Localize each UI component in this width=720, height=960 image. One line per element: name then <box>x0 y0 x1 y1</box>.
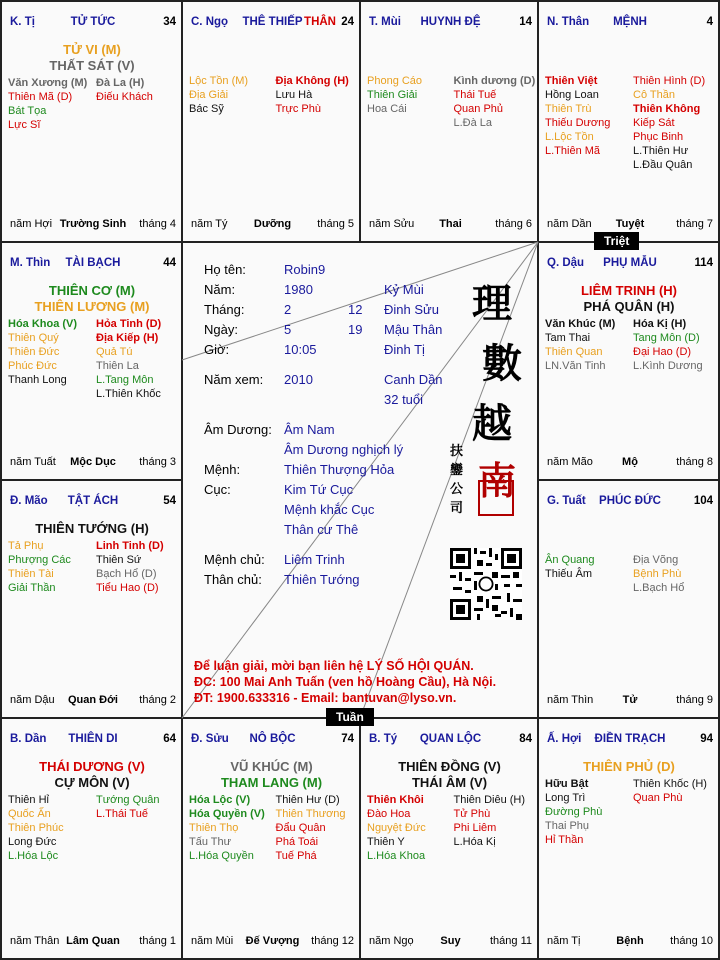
star-column-right <box>96 317 161 401</box>
palace-branch: Q. Dậu <box>547 257 585 269</box>
minor-star: Điếu Khách <box>96 91 153 103</box>
year-label: năm Ngọ <box>369 935 414 947</box>
than-marker: THÂN <box>304 16 336 28</box>
palace-age: 104 <box>693 495 713 507</box>
ngay-value-2: 19 <box>348 322 363 337</box>
palace-name: NÔ BỘC <box>249 733 296 745</box>
minor-star: Đường Phù <box>545 806 603 818</box>
month-label: tháng 8 <box>676 456 713 468</box>
minor-star: Hỏa Tinh (D) <box>96 318 162 330</box>
than-chu-label: Thân chủ: <box>204 572 262 587</box>
palace-footer <box>191 935 354 949</box>
palace-footer <box>10 456 176 470</box>
minor-star: Thiên Trù <box>545 103 592 115</box>
minor-star: L.Thiên Khốc <box>96 388 161 400</box>
minor-star: Địa Giải <box>189 89 229 101</box>
month-label: tháng 2 <box>139 694 176 706</box>
minor-star: Cô Thần <box>633 89 675 101</box>
seal-small-text: 扶 鑾 公 司 <box>450 444 464 516</box>
minor-star: Kình dương (D) <box>453 75 536 87</box>
minor-star: Kiếp Sát <box>633 117 675 129</box>
minor-star: Tiểu Hao (D) <box>96 582 159 594</box>
ngay-label: Ngày: <box>204 322 238 337</box>
palace-branch: B. Tý <box>369 733 398 745</box>
minor-star: Lưu Hà <box>275 89 313 101</box>
minor-star: LN.Văn Tinh <box>545 360 606 372</box>
main-star: THIÊN TƯỚNG (H) <box>35 521 149 536</box>
minor-star: Thiên Khôi <box>367 794 424 806</box>
palace-footer <box>191 218 354 232</box>
minor-star: Phúc Đức <box>8 360 57 372</box>
life-stage: Lâm Quan <box>66 935 120 947</box>
palace-footer <box>547 456 713 470</box>
minor-star: Lộc Tồn (M) <box>189 75 249 87</box>
minor-star: Phục Binh <box>633 131 684 143</box>
minor-star: L.Hóa Quyền <box>189 850 254 862</box>
palace-branch: Đ. Mão <box>10 495 48 507</box>
minor-star: L.Hóa Khoa <box>367 850 426 862</box>
palace-name: THIÊN DI <box>68 733 118 745</box>
minor-star: Quốc Ấn <box>8 808 51 820</box>
tuoi: 32 tuổi <box>384 392 424 407</box>
palace-footer <box>547 694 713 708</box>
year-label: năm Tị <box>547 935 581 947</box>
main-star: LIÊM TRINH (H) <box>580 283 678 298</box>
minor-star: Bát Tọa <box>8 105 47 117</box>
nam-xem-can: Canh Dần <box>384 372 443 387</box>
star-column-left <box>545 777 602 847</box>
life-stage: Quan Đới <box>68 694 118 706</box>
palace-branch: N. Thân <box>547 16 590 28</box>
minor-star: L.Thái Tuế <box>96 808 148 820</box>
minor-star: Tang Môn (D) <box>633 332 700 344</box>
minor-star: Đẩu Quân <box>275 822 326 834</box>
year-label: năm Mão <box>547 456 593 468</box>
minor-star: Trực Phù <box>275 103 321 115</box>
year-label: năm Dần <box>547 218 592 230</box>
life-stage: Tử <box>622 694 638 706</box>
minor-star: Tam Thai <box>545 332 591 344</box>
ho-ten-label: Họ tên: <box>204 262 246 277</box>
life-stage: Mộc Dục <box>70 456 116 468</box>
minor-star: Phi Liêm <box>453 822 497 834</box>
minor-star: Thanh Long <box>8 374 67 386</box>
palace-header <box>10 16 176 30</box>
qr-code <box>450 548 522 620</box>
star-column-left <box>545 317 615 373</box>
palace-header <box>369 733 532 747</box>
palace-cell-suu <box>183 719 360 959</box>
star-column-right <box>454 793 526 849</box>
cuc-value: Kim Tứ Cục <box>284 482 354 497</box>
palace-age: 114 <box>694 257 713 269</box>
star-column-left <box>367 74 422 116</box>
minor-star: Thiên Việt <box>545 75 598 87</box>
minor-star: Ân Quang <box>545 554 595 566</box>
star-column-left <box>367 793 426 863</box>
star-column-left <box>8 76 87 132</box>
nam-xem-value: 2010 <box>284 372 313 387</box>
minor-star: Tả Phụ <box>8 540 44 552</box>
minor-star: Thiếu Âm <box>545 568 593 580</box>
palace-header <box>547 495 713 509</box>
menh-label: Mệnh: <box>204 462 241 477</box>
star-column-left <box>545 74 610 158</box>
am-duong-value-2: Âm Dương nghịch lý <box>284 442 404 457</box>
month-label: tháng 11 <box>489 935 532 947</box>
minor-star: Long Đức <box>8 836 57 848</box>
minor-star: Tử Phù <box>453 808 491 820</box>
minor-star: Thái Tuế <box>453 89 497 101</box>
minor-star: Phượng Các <box>8 554 71 566</box>
main-star: THAM LANG (M) <box>220 775 323 790</box>
minor-star: Hóa Khoa (V) <box>8 318 78 330</box>
star-column-left <box>189 74 248 116</box>
star-column-right <box>633 553 684 595</box>
minor-star: Thiên Thọ <box>189 822 239 834</box>
gio-label: Giờ: <box>204 342 230 357</box>
month-label: tháng 9 <box>676 694 713 706</box>
year-label: năm Thân <box>10 935 60 947</box>
minor-star: L.Đầu Quân <box>633 159 693 171</box>
life-stage: Bệnh <box>616 935 644 947</box>
month-label: tháng 6 <box>495 218 532 230</box>
palace-header <box>191 733 354 747</box>
minor-star: Đào Hoa <box>367 808 411 820</box>
main-star: THẤT SÁT (V) <box>49 58 135 73</box>
palace-branch: G. Tuất <box>547 495 586 507</box>
minor-star: Thiên Sứ <box>96 554 142 566</box>
year-label: năm Thìn <box>547 694 594 706</box>
palace-branch: Ấ. Hợi <box>547 733 582 745</box>
menh-chu-label: Mệnh chủ: <box>204 552 265 567</box>
am-duong-value: Âm Nam <box>284 422 335 437</box>
nam-value: 1980 <box>284 282 313 297</box>
palace-name: TẬT ÁCH <box>67 495 119 507</box>
year-label: năm Mùi <box>191 935 234 947</box>
month-label: tháng 10 <box>670 935 713 947</box>
main-star: VŨ KHÚC (M) <box>230 759 313 774</box>
minor-star: Quả Tú <box>96 346 133 358</box>
minor-star: Hóa Kị (H) <box>633 318 687 330</box>
thang-can: Đinh Sửu <box>384 302 439 317</box>
palace-header <box>10 495 176 509</box>
month-label: tháng 5 <box>317 218 354 230</box>
life-stage: Đế Vượng <box>245 935 300 947</box>
minor-star: Bệnh Phù <box>633 568 682 580</box>
month-label: tháng 12 <box>311 935 354 947</box>
minor-star: Thiên Y <box>367 836 405 848</box>
palace-cell-thin <box>2 243 182 480</box>
palace-branch: K. Tị <box>10 16 35 28</box>
minor-star: Hữu Bật <box>545 778 589 790</box>
star-column-left <box>8 317 77 387</box>
minor-star: Hồng Loan <box>545 89 599 101</box>
main-star: CỰ MÔN (V) <box>54 775 130 790</box>
star-column-left <box>545 553 595 581</box>
minor-star: Thiên Hình (D) <box>633 75 706 87</box>
minor-star: Giải Thần <box>8 582 56 594</box>
palace-footer <box>10 935 176 949</box>
main-star: THIÊN LƯƠNG (M) <box>34 299 150 314</box>
calligraphy-char: 越 <box>472 400 512 447</box>
thang-value-2: 12 <box>348 302 363 317</box>
palace-age: 64 <box>163 733 176 745</box>
minor-star: Hỉ Thần <box>545 834 584 846</box>
tuan-badge: Tuần <box>326 708 374 726</box>
month-label: tháng 1 <box>139 935 176 947</box>
minor-star: Lực Sĩ <box>8 119 41 131</box>
palace-cell-dau <box>539 243 719 480</box>
palace-cell-mui <box>361 2 538 242</box>
palace-age: 84 <box>519 733 532 745</box>
life-stage: Trường Sinh <box>59 218 127 230</box>
minor-star: Thiên Quý <box>8 332 59 344</box>
palace-cell-ty <box>361 719 538 959</box>
minor-star: L.Kình Dương <box>633 360 703 372</box>
palace-age: 14 <box>519 16 532 28</box>
minor-star: Thiếu Dương <box>545 117 611 129</box>
gio-value: 10:05 <box>284 342 317 357</box>
palace-footer <box>10 218 176 232</box>
minor-star: L.Đà La <box>453 117 493 129</box>
main-star: THIÊN CƠ (M) <box>48 283 136 298</box>
minor-star: Thiên Tài <box>8 568 54 580</box>
minor-star: Địa Kiếp (H) <box>96 332 159 344</box>
minor-star: L.Thiên Mã <box>545 145 601 157</box>
life-stage: Mộ <box>622 456 638 468</box>
minor-star: L.Bạch Hổ <box>633 582 685 594</box>
month-label: tháng 3 <box>139 456 176 468</box>
minor-star: Văn Xương (M) <box>8 77 88 89</box>
palace-footer <box>10 694 176 708</box>
palace-age: 94 <box>700 733 713 745</box>
minor-star: Bác Sỹ <box>189 103 224 115</box>
cuc-label: Cục: <box>204 482 231 497</box>
palace-name: HUYNH ĐỆ <box>420 16 481 28</box>
minor-star: Thiên Giải <box>367 89 418 101</box>
main-star: THÁI ÂM (V) <box>411 775 488 790</box>
year-label: năm Tuất <box>10 456 56 468</box>
palace-name: MỆNH <box>613 16 647 28</box>
main-star: THIÊN PHỦ (D) <box>583 759 675 774</box>
minor-star: Thiên Diêu (H) <box>453 794 526 806</box>
month-label: tháng 4 <box>139 218 176 230</box>
than-chu-value: Thiên Tướng <box>284 572 360 587</box>
palace-branch: T. Mùi <box>369 16 401 28</box>
triet-badge: Triệt <box>594 232 639 250</box>
minor-star: Hoa Cái <box>367 103 407 115</box>
minor-star: Phá Toái <box>275 836 319 848</box>
star-column-left <box>189 793 265 863</box>
palace-name: ĐIỀN TRẠCH <box>594 733 666 745</box>
palace-footer <box>547 935 713 949</box>
minor-star: Quan Phù <box>633 792 683 804</box>
life-stage: Suy <box>440 935 461 947</box>
minor-star: Đà La (H) <box>96 77 145 89</box>
contact-line-1: Để luận giải, mời bạn liên hệ LÝ SỐ HỘI QUÁN. <box>194 659 474 673</box>
minor-star: Linh Tinh (D) <box>96 540 164 552</box>
star-column-right <box>633 317 703 373</box>
palace-branch: M. Thìn <box>10 257 51 269</box>
contact-line-3: ĐT: 1900.633316 - Email: bantuvan@lyso.vn. <box>194 691 457 705</box>
star-column-right <box>276 793 346 863</box>
minor-star: Thiên Đức <box>8 346 60 358</box>
nam-label: Năm: <box>204 282 236 297</box>
palace-cell-hoi <box>539 719 719 959</box>
minor-star: L.Tang Môn <box>96 374 154 386</box>
minor-star: Thiên Khốc (H) <box>633 778 707 790</box>
seal-stamp <box>478 480 514 516</box>
year-label: năm Dậu <box>10 694 55 706</box>
palace-cell-tuat <box>539 481 719 718</box>
minor-star: Thiên Không <box>633 103 701 115</box>
star-column-left <box>8 539 71 595</box>
contact-line-2: ĐC: 100 Mai Anh Tuấn (ven hồ Hoàng Cầu), Hà Nội. <box>194 675 497 689</box>
life-stage: Dưỡng <box>253 218 292 230</box>
minor-star: Đại Hao (D) <box>633 346 692 358</box>
minor-star: Địa Không (H) <box>275 75 349 87</box>
palace-header <box>369 16 532 30</box>
minor-star: Địa Võng <box>633 554 679 566</box>
minor-star: Thiên La <box>96 360 139 372</box>
palace-branch: Đ. Sửu <box>191 733 229 745</box>
minor-star: Văn Khúc (M) <box>545 318 616 330</box>
star-column-right <box>96 76 153 104</box>
palace-cell-ti <box>2 2 182 242</box>
palace-branch: C. Ngọ <box>191 16 229 28</box>
thang-label: Tháng: <box>204 302 245 317</box>
palace-name: TỬ TỨC <box>70 16 116 28</box>
year-label: năm Sửu <box>369 218 415 230</box>
minor-star: Thai Phụ <box>545 820 590 832</box>
palace-name: THÊ THIẾP <box>242 16 303 28</box>
palace-header <box>10 257 176 271</box>
menh-chu-value: Liêm Trinh <box>284 552 345 567</box>
minor-star: Thiên Quan <box>545 346 603 358</box>
minor-star: L.Hóa Kị <box>453 836 496 848</box>
palace-age: 54 <box>163 495 176 507</box>
minor-star: Tấu Thư <box>189 836 232 848</box>
am-duong-label: Âm Dương: <box>204 422 272 437</box>
calligraphy-char: 數 <box>482 340 522 387</box>
cuc-value-3: Thân cư Thê <box>284 522 359 537</box>
menh-value: Thiên Thượng Hỏa <box>284 462 395 477</box>
ho-ten-value: Robin9 <box>284 262 326 277</box>
minor-star: Thiên Mã (D) <box>8 91 73 103</box>
palace-header <box>191 16 354 30</box>
palace-age: 44 <box>163 257 176 269</box>
minor-star: L.Thiên Hư <box>633 145 689 157</box>
palace-header <box>547 16 713 30</box>
palace-header <box>10 733 176 747</box>
minor-star: L.Lộc Tồn <box>545 131 594 143</box>
palace-cell-ngo <box>183 2 360 242</box>
nam-xem-label: Năm xem: <box>204 372 264 387</box>
minor-star: Thiên Hư (D) <box>275 794 340 806</box>
star-column-left <box>8 793 64 863</box>
ngay-value: 5 <box>284 322 292 337</box>
gio-can: Đinh Tị <box>384 342 425 357</box>
star-column-right <box>633 74 705 172</box>
minor-star: Phong Cáo <box>367 75 423 87</box>
life-stage: Thai <box>439 218 462 230</box>
year-label: năm Tý <box>191 218 228 230</box>
minor-star: Thiên Thương <box>275 808 346 820</box>
palace-name: PHÚC ĐỨC <box>599 495 661 507</box>
nam-can: Kỷ Mùi <box>384 282 424 297</box>
palace-age: 34 <box>163 16 176 28</box>
year-label: năm Hợi <box>10 218 53 230</box>
minor-star: Bạch Hổ (D) <box>96 568 157 580</box>
minor-star: Thiên Phúc <box>8 822 64 834</box>
palace-age: 74 <box>341 733 354 745</box>
palace-name: QUAN LỘC <box>419 733 482 745</box>
palace-footer <box>369 935 532 949</box>
ngay-can: Mậu Thân <box>384 322 443 337</box>
minor-star: L.Hóa Lộc <box>8 850 59 862</box>
palace-name: PHỤ MẪU <box>603 257 657 269</box>
palace-header <box>547 257 713 271</box>
calligraphy-char: 理 <box>472 280 512 327</box>
main-star: THIÊN ĐỒNG (V) <box>398 759 501 774</box>
palace-cell-mao <box>2 481 182 718</box>
minor-star: Thiên Hỉ <box>8 794 49 806</box>
palace-age: 24 <box>341 16 354 28</box>
palace-branch: B. Dần <box>10 733 47 745</box>
main-star: PHÁ QUÂN (H) <box>583 299 675 314</box>
palace-name: TÀI BẠCH <box>65 257 121 269</box>
center-info <box>182 242 537 718</box>
minor-star: Tuế Phá <box>275 850 317 862</box>
palace-cell-than <box>539 2 719 242</box>
palace-footer <box>547 218 713 232</box>
minor-star: Long Trì <box>545 792 586 804</box>
minor-star: Nguyệt Đức <box>367 822 426 834</box>
minor-star: Hóa Quyền (V) <box>189 808 265 820</box>
month-label: tháng 7 <box>676 218 713 230</box>
thang-value: 2 <box>284 302 292 317</box>
main-star: TỬ VI (M) <box>63 42 121 57</box>
palace-age: 4 <box>706 16 713 28</box>
life-stage: Tuyệt <box>615 218 645 230</box>
palace-header <box>547 733 713 747</box>
star-column-right <box>276 74 349 116</box>
minor-star: Tướng Quân <box>96 794 160 806</box>
star-column-right <box>96 793 160 821</box>
palace-cell-dan <box>2 719 182 959</box>
star-column-right <box>633 777 707 805</box>
main-star: THÁI DƯƠNG (V) <box>39 759 145 774</box>
calligraphy-char: 南 <box>478 458 517 503</box>
star-column-right <box>96 539 164 595</box>
star-column-right <box>454 74 536 130</box>
cuc-value-2: Mệnh khắc Cục <box>284 502 375 517</box>
palace-footer <box>369 218 532 232</box>
minor-star: Hóa Lộc (V) <box>189 794 251 806</box>
minor-star: Quan Phủ <box>453 103 504 115</box>
